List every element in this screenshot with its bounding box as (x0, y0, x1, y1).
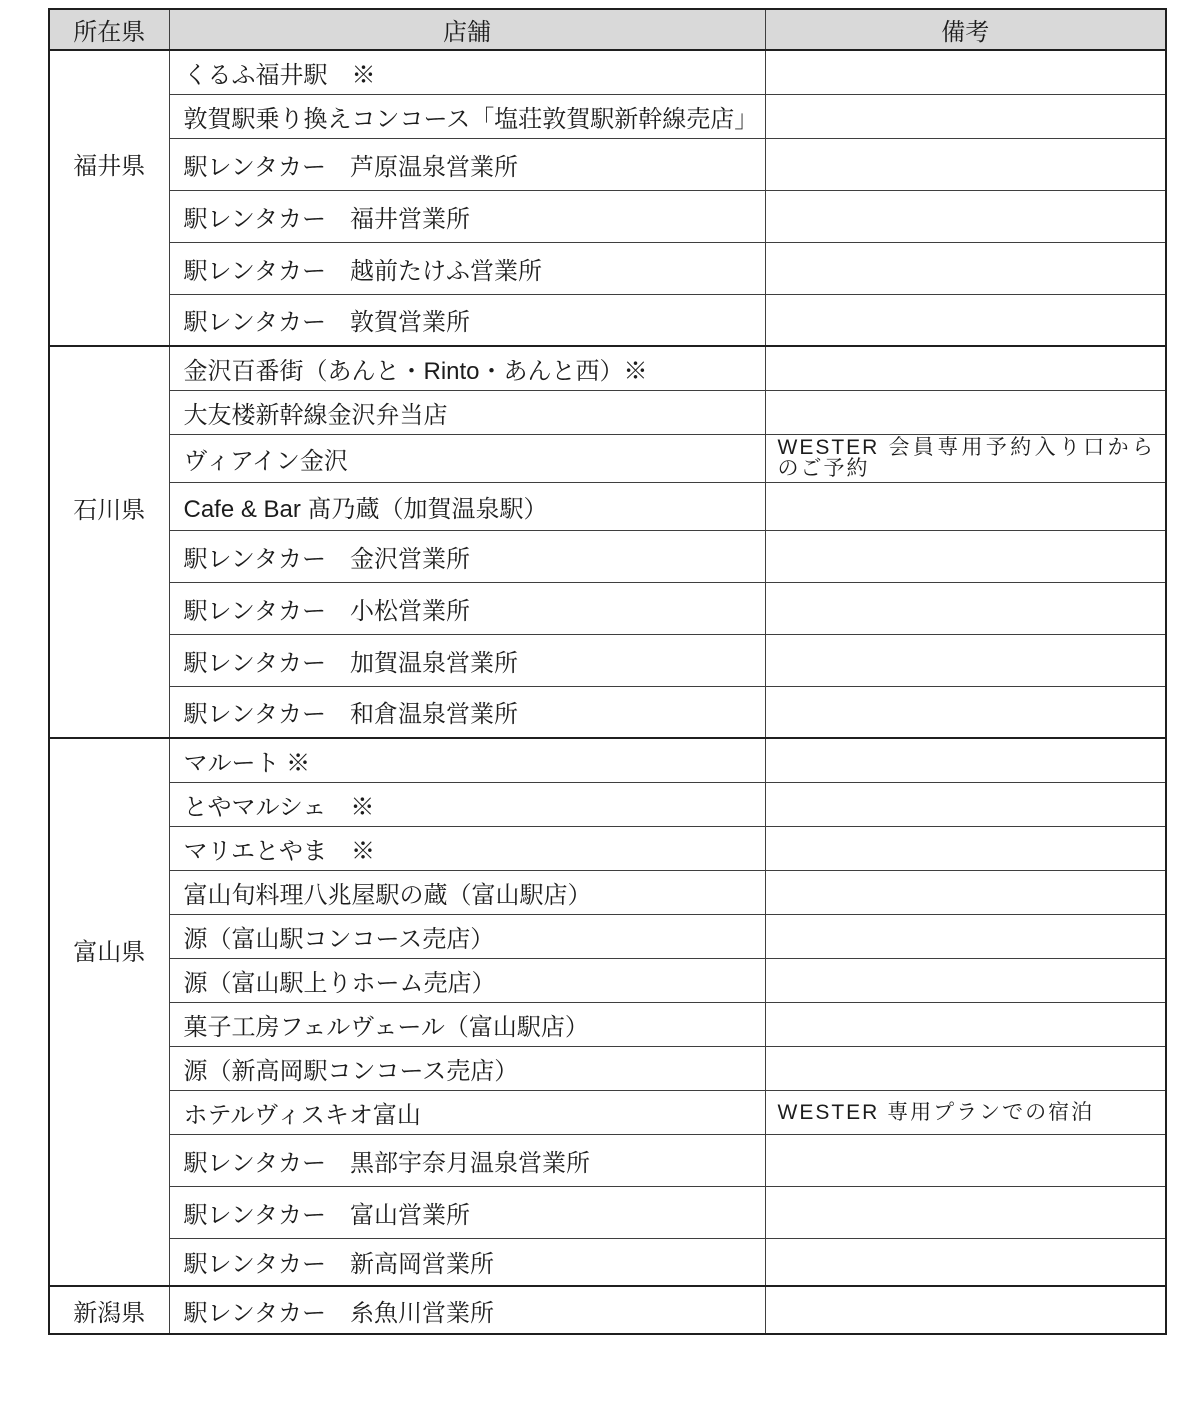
store-cell: 大友楼新幹線金沢弁当店 (169, 390, 765, 434)
remark-cell: WESTER 会員専用予約入り口からのご予約 (765, 434, 1166, 482)
store-cell: 駅レンタカー 芦原温泉営業所 (169, 138, 765, 190)
remark-cell (765, 1046, 1166, 1090)
remark-cell (765, 242, 1166, 294)
table-row (49, 1046, 1166, 1090)
table-row (49, 1286, 1166, 1334)
table-row (49, 294, 1166, 346)
table-row (49, 1090, 1166, 1134)
prefecture-label: 石川県 (73, 496, 146, 524)
store-cell: 駅レンタカー 越前たけふ営業所 (169, 242, 765, 294)
table-row (49, 686, 1166, 738)
store-cell: 敦賀駅乗り換えコンコース「塩荘敦賀駅新幹線売店」 (169, 94, 765, 138)
store-cell: 駅レンタカー 糸魚川営業所 (169, 1286, 765, 1334)
store-cell: 駅レンタカー 金沢営業所 (169, 530, 765, 582)
header-row (49, 9, 1166, 50)
remark-cell (765, 686, 1166, 738)
remark-cell (765, 738, 1166, 782)
remark-cell (765, 1186, 1166, 1238)
store-cell: 金沢百番街（あんと・Rinto・あんと西）※ (169, 346, 765, 390)
store-cell: 菓子工房フェルヴェール（富山駅店） (169, 1002, 765, 1046)
table-row (49, 1186, 1166, 1238)
column-header-remarks: 備考 (765, 9, 1166, 50)
remark-cell (765, 826, 1166, 870)
store-cell: 源（新高岡駅コンコース売店） (169, 1046, 765, 1090)
table-header (49, 9, 1166, 50)
store-cell: とやマルシェ ※ (169, 782, 765, 826)
table-row (49, 1002, 1166, 1046)
remark-cell (765, 1238, 1166, 1286)
table-row (49, 390, 1166, 434)
store-list-table (48, 8, 1167, 1335)
store-cell: 駅レンタカー 敦賀営業所 (169, 294, 765, 346)
table-row (49, 870, 1166, 914)
remark-cell (765, 870, 1166, 914)
store-cell: マリエとやま ※ (169, 826, 765, 870)
remark-cell (765, 346, 1166, 390)
table-row (49, 482, 1166, 530)
store-cell: Cafe & Bar 髙乃蔵（加賀温泉駅） (169, 482, 765, 530)
table-row (49, 826, 1166, 870)
remark-cell (765, 1134, 1166, 1186)
remark-cell (765, 634, 1166, 686)
store-cell: 駅レンタカー 富山営業所 (169, 1186, 765, 1238)
remark-cell: WESTER 専用プランでの宿泊 (765, 1090, 1166, 1134)
prefecture-cell-toyama (49, 738, 169, 1286)
store-cell: ホテルヴィスキオ富山 (169, 1090, 765, 1134)
table-row (49, 1238, 1166, 1286)
table-row (49, 346, 1166, 390)
table-row (49, 958, 1166, 1002)
table-row (49, 138, 1166, 190)
store-cell: 駅レンタカー 福井営業所 (169, 190, 765, 242)
store-cell: 富山旬料理八兆屋駅の蔵（富山駅店） (169, 870, 765, 914)
table-row (49, 738, 1166, 782)
remark-cell (765, 1002, 1166, 1046)
store-cell: 源（富山駅上りホーム売店） (169, 958, 765, 1002)
store-cell: 駅レンタカー 小松営業所 (169, 582, 765, 634)
remark-cell (765, 294, 1166, 346)
store-cell: 駅レンタカー 和倉温泉営業所 (169, 686, 765, 738)
remark-cell (765, 482, 1166, 530)
remark-cell (765, 190, 1166, 242)
prefecture-label: 富山県 (73, 938, 146, 966)
remark-cell (765, 530, 1166, 582)
store-cell: 駅レンタカー 黒部宇奈月温泉営業所 (169, 1134, 765, 1186)
column-header-prefecture: 所在県 (49, 9, 169, 50)
remark-cell (765, 50, 1166, 94)
table-row (49, 914, 1166, 958)
table-row (49, 634, 1166, 686)
remark-cell (765, 94, 1166, 138)
prefecture-cell-fukui (49, 50, 169, 346)
remark-cell (765, 138, 1166, 190)
table-row (49, 190, 1166, 242)
remark-cell (765, 782, 1166, 826)
store-cell: 駅レンタカー 新高岡営業所 (169, 1238, 765, 1286)
prefecture-label: 福井県 (73, 152, 146, 180)
remark-cell (765, 1286, 1166, 1334)
table-row (49, 1134, 1166, 1186)
column-header-store: 店舗 (169, 9, 765, 50)
remark-cell (765, 958, 1166, 1002)
table-row (49, 94, 1166, 138)
remark-cell (765, 914, 1166, 958)
remark-cell (765, 582, 1166, 634)
remark-cell (765, 390, 1166, 434)
prefecture-label: 新潟県 (73, 1299, 146, 1327)
store-cell: 駅レンタカー 加賀温泉営業所 (169, 634, 765, 686)
table-row (49, 582, 1166, 634)
table-row (49, 242, 1166, 294)
prefecture-cell-ishikawa (49, 346, 169, 738)
store-cell: 源（富山駅コンコース売店） (169, 914, 765, 958)
store-cell: マルート ※ (169, 738, 765, 782)
table-row (49, 50, 1166, 94)
store-cell: ヴィアイン金沢 (169, 434, 765, 482)
table-row (49, 782, 1166, 826)
table-row (49, 434, 1166, 482)
store-cell: くるふ福井駅 ※ (169, 50, 765, 94)
table-row (49, 530, 1166, 582)
prefecture-cell-niigata (49, 1286, 169, 1334)
